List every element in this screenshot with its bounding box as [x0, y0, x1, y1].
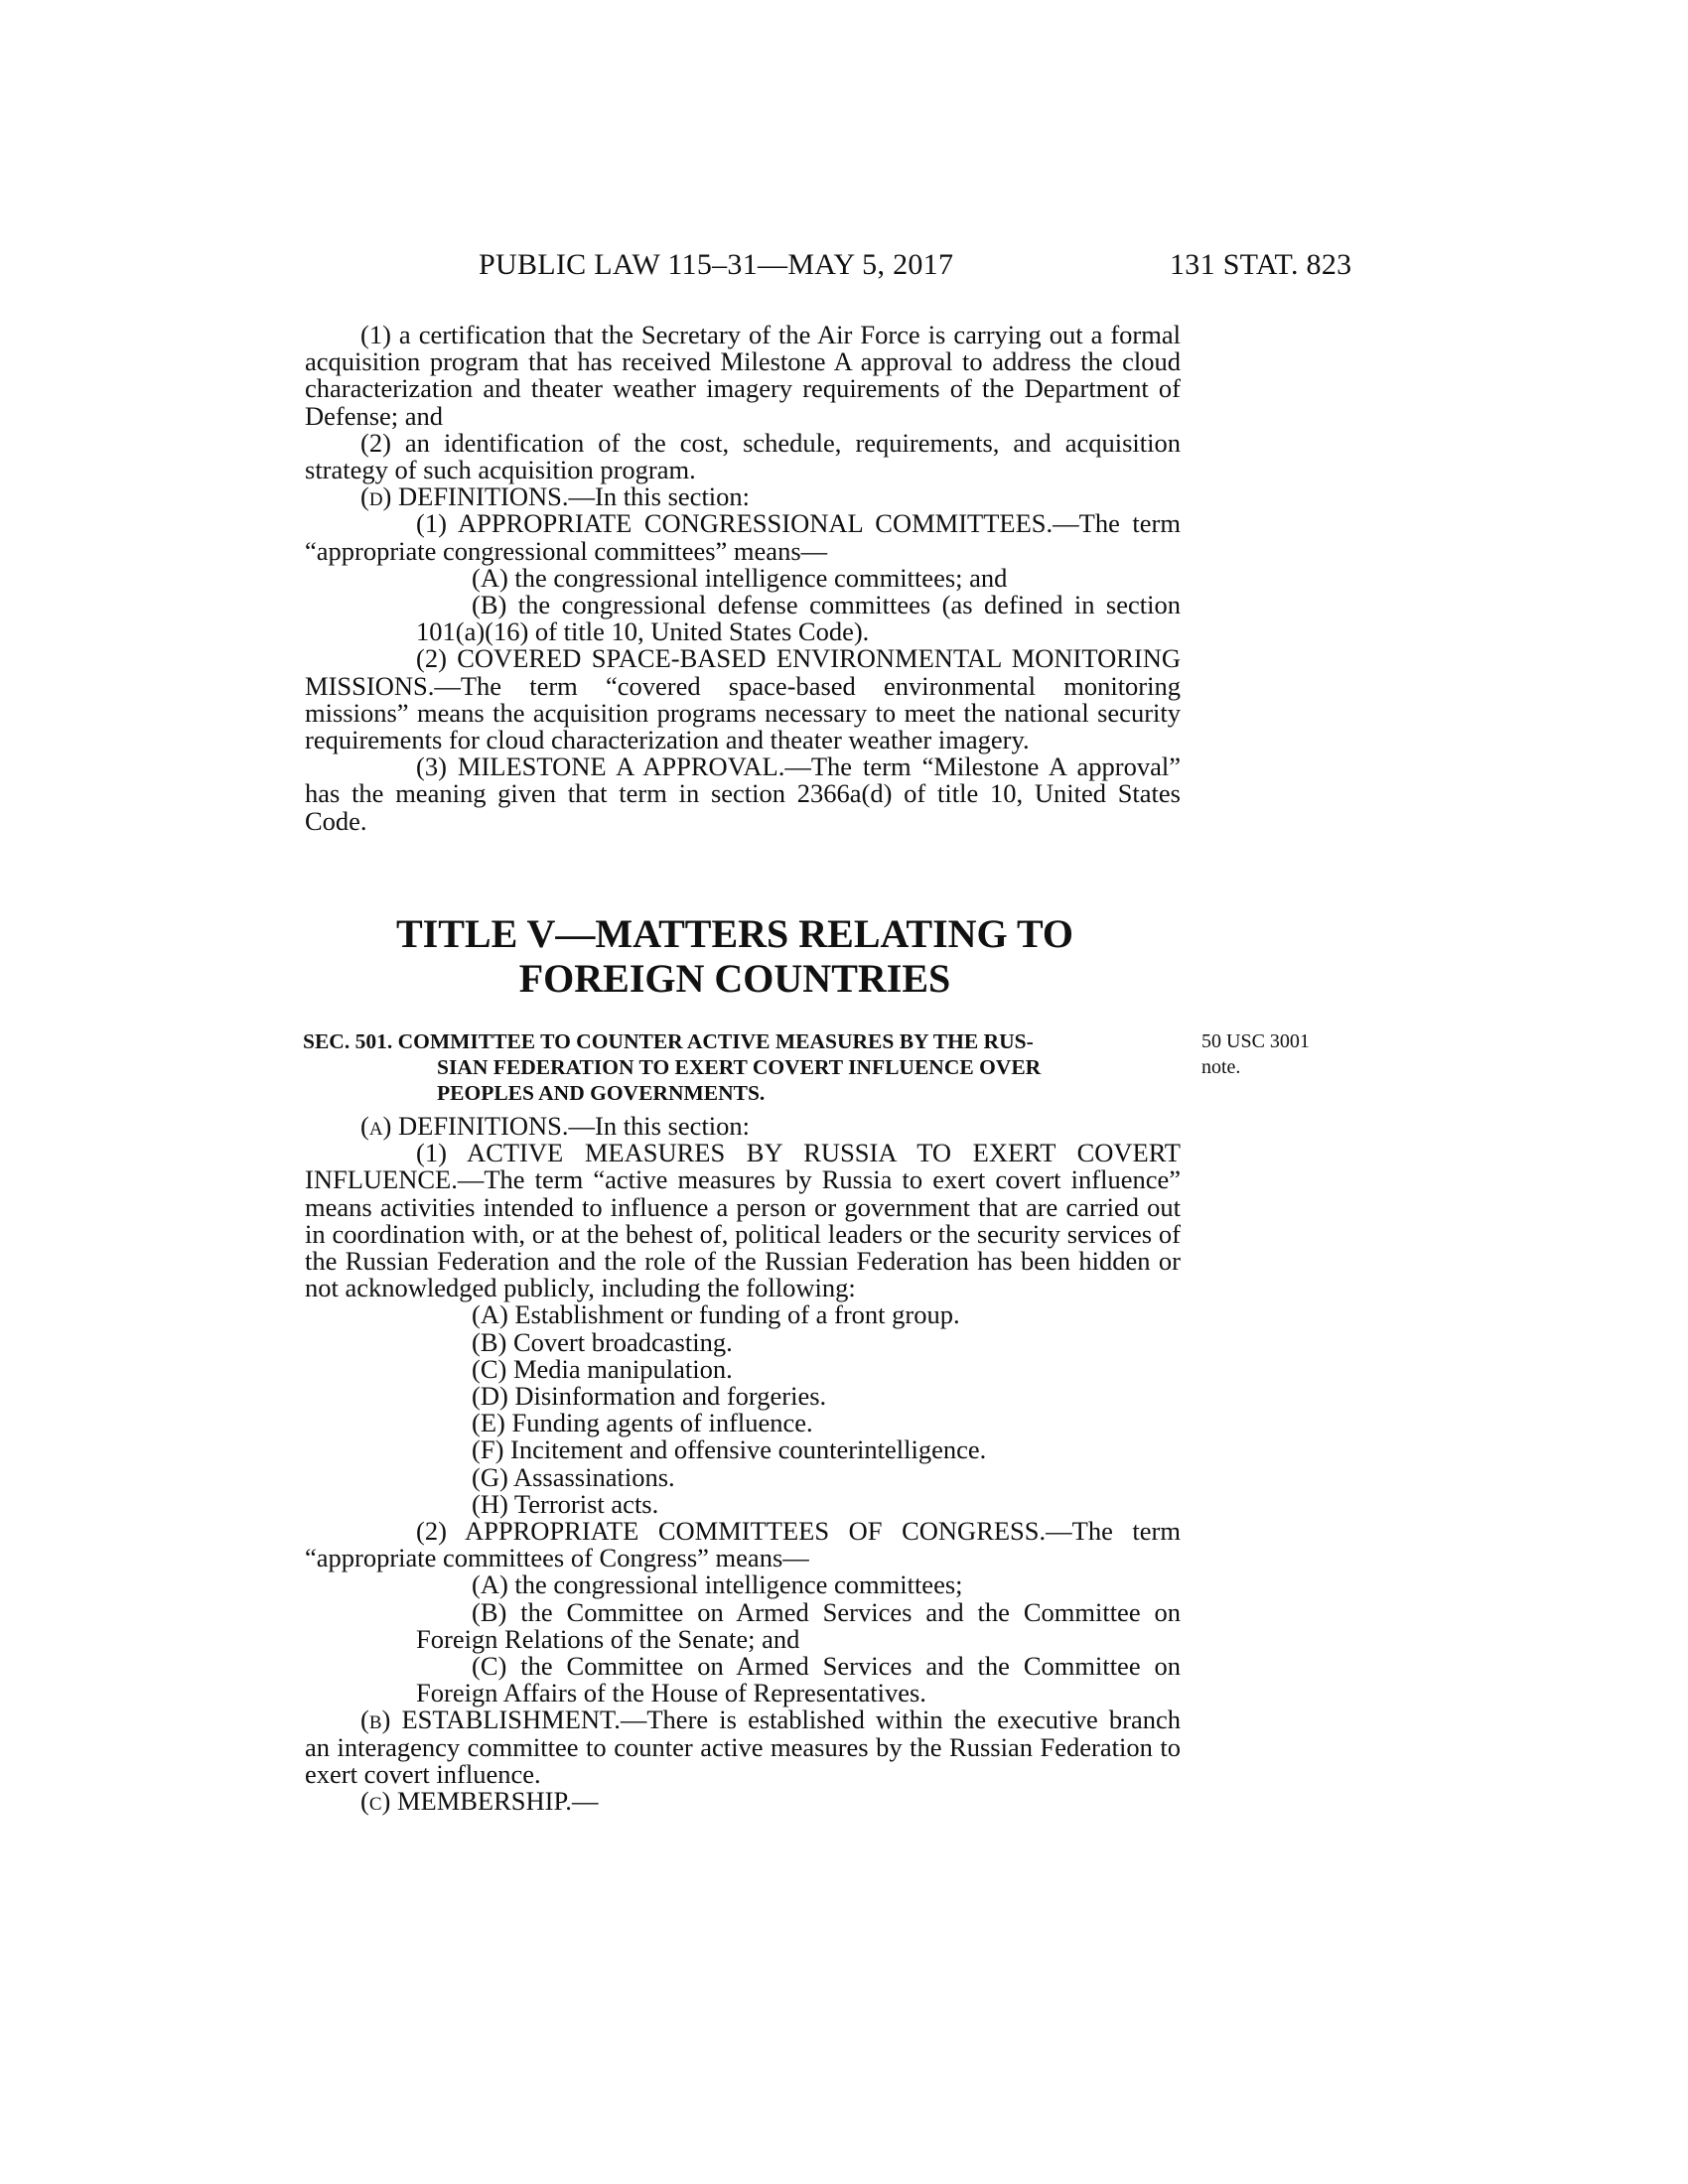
active-measures-list [305, 1301, 1181, 1518]
list-item: (H) Terrorist acts. [472, 1488, 659, 1519]
d1-text: —The term “appropriate congressional committees” means— [305, 508, 1181, 566]
d3-heading: (3) MILESTONE A APPROVAL. [416, 751, 785, 782]
paragraph-d1a: (A) the congressional intelligence committees; and [472, 562, 1008, 593]
title-heading [298, 911, 1172, 1001]
c-heading: (c) MEMBERSHIP. [360, 1786, 572, 1817]
list-item: (E) Funding agents of influence. [472, 1408, 813, 1438]
document-body-top [305, 322, 1181, 835]
section-heading [303, 1028, 1182, 1106]
c-dash: — [571, 1786, 599, 1817]
list-item: (C) Media manipulation. [472, 1353, 733, 1384]
paragraph-d [305, 483, 1181, 510]
paragraph-c2: (2) an identification of the cost, schedule, requirements, and acquisition strategy of such acquisition program. [305, 427, 1181, 485]
section-heading-line-2: SIAN FEDERATION TO EXERT COVERT INFLUENCE OVER [437, 1055, 1042, 1079]
section-heading-line-1: SEC. 501. COMMITTEE TO COUNTER ACTIVE MEASURES BY THE RUS- [303, 1029, 1034, 1053]
paragraph-a2b: (B) the Committee on Armed Services and the Committee on Foreign Relations of the Senate; and [416, 1596, 1181, 1654]
paragraph-d2 [305, 645, 1181, 753]
list-item: (G) Assassinations. [472, 1461, 675, 1492]
b-heading: (b) ESTABLISHMENT. [360, 1705, 621, 1735]
paragraph-a2 [305, 1518, 1181, 1571]
running-header-title: PUBLIC LAW 115–31—MAY 5, 2017 [479, 248, 954, 281]
title-line-2: FOREIGN COUNTRIES [518, 956, 951, 1001]
paragraph-a [305, 1113, 1181, 1140]
a-text: —In this section: [568, 1111, 751, 1141]
paragraph-c1: (1) a certification that the Secretary of the Air Force is carrying out a formal acquisition program that has received Milestone A approval to address the cloud characterization and theater weather imagery requirements of the Department of Defense; and [305, 320, 1181, 431]
margin-note-line-2: note. [1201, 1056, 1241, 1078]
margin-citation-note [1201, 1028, 1310, 1080]
a-heading: (a) DEFINITIONS. [360, 1111, 569, 1141]
list-item: (A) Establishment or funding of a front group. [472, 1299, 960, 1330]
a2-text: —The term “appropriate committees of Congress” means— [305, 1516, 1181, 1573]
a2-heading: (2) APPROPRIATE COMMITTEES OF CONGRESS. [416, 1516, 1047, 1547]
d-heading: (d) DEFINITIONS. [360, 481, 569, 512]
b-text: —There is established within the executive branch an interagency committee to counter active measures by the Russian Federation to exert covert influence. [305, 1705, 1182, 1789]
d2-text: —The term “covered space-based environmental monitoring missions” means the acquisition programs necessary to meet the national security requirements for cloud characterization and theater weather imagery. [305, 670, 1181, 755]
d1-heading: (1) APPROPRIATE CONGRESSIONAL COMMITTEES. [416, 508, 1054, 539]
a1-heading: (1) ACTIVE MEASURES BY RUSSIA TO EXERT COVERT INFLUENCE. [305, 1138, 1181, 1195]
paragraph-d1b: (B) the congressional defense committees (as defined in section 101(a)(16) of title 10, United States Code). [416, 590, 1181, 647]
paragraph-c [305, 1788, 1181, 1815]
list-item: (F) Incitement and offensive counterintelligence. [472, 1434, 987, 1465]
margin-note-line-1: 50 USC 3001 [1201, 1030, 1310, 1052]
d3-text: —The term “Milestone A approval” has the meaning given that term in section 2366a(d) of title 10, United States Code. [305, 751, 1181, 836]
paragraph-a1 [305, 1140, 1181, 1301]
title-line-1: TITLE V—MATTERS RELATING TO [395, 911, 1074, 956]
list-item: (B) Covert broadcasting. [472, 1326, 733, 1357]
paragraph-a2c: (C) the Committee on Armed Services and the Committee on Foreign Affairs of the House of Representatives. [416, 1651, 1181, 1708]
section-heading-line-3: PEOPLES AND GOVERNMENTS. [437, 1081, 766, 1105]
paragraph-a2a: (A) the congressional intelligence committees; [472, 1570, 963, 1600]
list-item: (D) Disinformation and forgeries. [472, 1381, 827, 1412]
paragraph-d1 [305, 510, 1181, 564]
document-body-bottom [305, 1113, 1181, 1815]
d-text: —In this section: [568, 481, 751, 512]
paragraph-b [305, 1706, 1181, 1788]
page-number: 131 STAT. 823 [1170, 248, 1352, 281]
paragraph-d3 [305, 753, 1181, 835]
d2-heading: (2) COVERED SPACE-BASED ENVIRONMENTAL MONITORING MISSIONS. [305, 643, 1181, 701]
a1-text: —The term “active measures by Russia to exert covert influence” means activities intended to influence a person or government that are carried out in coordination with, or at the behest of, political leaders or the security services of the Russian Federation and the role of the Russian Federation has been hidden or not acknowledged publicly, including the following: [305, 1164, 1181, 1303]
